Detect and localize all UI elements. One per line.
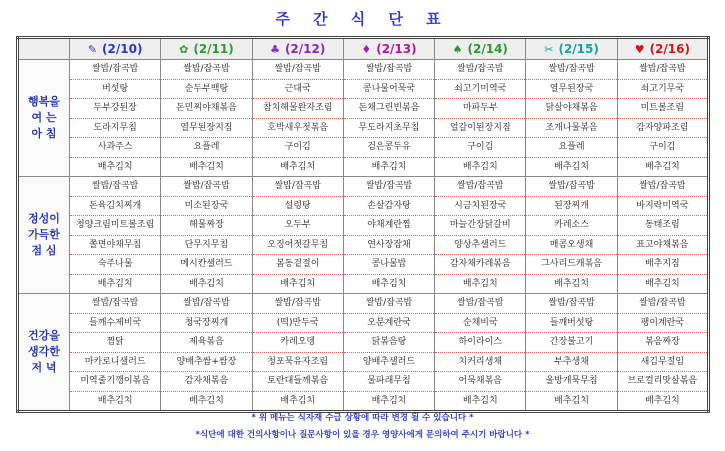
- menu-item: 쌀밥/잡곡밥: [526, 177, 616, 197]
- menu-item: 해물짜장: [161, 216, 251, 236]
- meal-name-line: 아 침: [31, 127, 57, 140]
- menu-item: 배추김치: [280, 395, 316, 406]
- menu-item: 배추김치: [554, 395, 589, 406]
- day-label: (2/13): [376, 42, 417, 56]
- meal-name-line: 저 녁: [31, 361, 57, 374]
- menu-item: 제육볶음: [161, 333, 251, 353]
- menu-item: 미소된장국: [161, 197, 251, 217]
- menu-item: 닭살야채볶음: [526, 99, 616, 119]
- menu-item: 구이김: [618, 138, 707, 158]
- day-label: (2/11): [193, 42, 234, 56]
- menu-cell: [161, 60, 252, 177]
- menu-item: 마파두부: [435, 99, 525, 119]
- menu-item: 표고야채볶음: [618, 236, 707, 256]
- menu-item: 손살감자탕: [344, 197, 434, 217]
- menu-item: 요플레: [526, 138, 616, 158]
- menu-cell: [70, 60, 161, 177]
- menu-item: 카레오뎅: [253, 333, 343, 353]
- menu-item: 마카로니샐러드: [70, 353, 160, 373]
- menu-item: 배추김치: [462, 161, 498, 172]
- day-header: [343, 38, 434, 60]
- menu-item: 마늘간장닭갈비: [435, 216, 525, 236]
- menu-item: 배추김치: [97, 278, 133, 289]
- menu-item: 어묵채볶음: [435, 372, 525, 392]
- menu-item: 배추김치: [644, 278, 680, 289]
- menu-item: 동태조림: [618, 216, 707, 236]
- menu-item: 브로컬리맛살볶음: [618, 372, 707, 392]
- day-label: (2/10): [102, 42, 143, 56]
- day-header: [526, 38, 617, 60]
- menu-item: 미트볼조림: [618, 99, 707, 119]
- menu-item: 들깨버섯탕: [526, 314, 616, 334]
- menu-item: 검은콩두유: [344, 138, 434, 158]
- meal-name-line: 정성이: [28, 212, 60, 225]
- menu-item: 쇠고기무국: [618, 80, 707, 100]
- menu-item: 배추김치: [644, 395, 680, 406]
- menu-item: 봄동겉절이: [253, 255, 343, 275]
- menu-cell: [70, 294, 161, 412]
- pencil-icon: ✎: [87, 42, 98, 56]
- menu-item: 찜닭: [70, 333, 160, 353]
- menu-item: 오분계란국: [344, 314, 434, 334]
- menu-item: 숙주나물: [70, 255, 160, 275]
- menu-item: 울방개묵무침: [526, 372, 616, 392]
- menu-item: 배추김치: [371, 395, 407, 406]
- menu-item: 배추김치: [462, 278, 498, 289]
- meal-row-breakfast: [18, 60, 709, 177]
- menu-item: 미역줄기깽이볶음: [70, 372, 160, 392]
- menu-cell: [435, 60, 526, 177]
- menu-cell: [252, 294, 343, 412]
- menu-item: 감자채카레볶음: [435, 255, 525, 275]
- menu-item: 쌀밥/잡곡밥: [344, 294, 434, 314]
- menu-item: 감자양파조림: [618, 119, 707, 139]
- menu-item: 쌀밥/잡곡밥: [526, 294, 616, 314]
- meal-name-line: 건강을: [28, 329, 60, 342]
- menu-item: 간장불고기: [526, 333, 616, 353]
- scissors-icon: ✂: [544, 42, 554, 56]
- menu-item: 배추김치: [371, 278, 407, 289]
- menu-item: 무도라지초무침: [344, 119, 434, 139]
- menu-item: 배추김치: [280, 278, 316, 289]
- menu-cell: [252, 177, 343, 294]
- menu-cell: [526, 60, 617, 177]
- menu-item: 된장찌개: [526, 197, 616, 217]
- menu-item: 호박새우젓볶음: [253, 119, 343, 139]
- club-icon: ♣: [270, 42, 280, 56]
- meal-name-line: 행복을: [28, 95, 60, 108]
- meal-name-line: 점 심: [31, 244, 57, 257]
- menu-item: 순두부백탕: [161, 80, 251, 100]
- menu-item: 배추김치: [371, 161, 407, 172]
- menu-cell: [617, 60, 708, 177]
- menu-item: 쌀밥/잡곡밥: [435, 294, 525, 314]
- menu-item: 배추김치: [97, 395, 133, 406]
- menu-item: 참치해물완자조림: [253, 99, 343, 119]
- meal-name-cell: [18, 60, 70, 177]
- menu-item: 오징어젓갈무침: [253, 236, 343, 256]
- menu-item: 쌀밥/잡곡밥: [344, 60, 434, 80]
- flower-icon: ✿: [179, 42, 189, 56]
- menu-item: 조개나물볶음: [526, 119, 616, 139]
- menu-item: 그사리드캐볶음: [526, 255, 616, 275]
- header-corner: [18, 38, 70, 60]
- menu-item: 연사장잡채: [344, 236, 434, 256]
- menu-item: 닭볶음탕: [344, 333, 434, 353]
- menu-item: 청포묵유자조림: [253, 353, 343, 373]
- menu-item: 근대국: [253, 80, 343, 100]
- page-title: 주 간 식 단 표: [275, 10, 450, 28]
- menu-item: 쌀밥/잡곡밥: [253, 60, 343, 80]
- menu-item: 단무지무침: [161, 236, 251, 256]
- menu-item: 청국장찌개: [161, 314, 251, 334]
- meal-name-line: 여 는: [31, 111, 57, 124]
- meal-name-cell: [18, 177, 70, 294]
- menu-item: 매콤오생채: [526, 236, 616, 256]
- menu-item: 쌀밥/잡곡밥: [70, 294, 160, 314]
- day-header: [70, 38, 161, 60]
- day-label: (2/14): [467, 42, 508, 56]
- menu-item: 쌀밥/잡곡밥: [253, 177, 343, 197]
- menu-item: 돈육김치찌개: [70, 197, 160, 217]
- day-label: (2/16): [649, 42, 690, 56]
- menu-item: 배추김치: [97, 161, 133, 172]
- menu-item: 두부강된장: [70, 99, 160, 119]
- menu-item: 쌀밥/잡곡밥: [161, 294, 251, 314]
- menu-item: 콩나물어묵국: [344, 80, 434, 100]
- menu-item: 쌀밥/잡곡밥: [161, 60, 251, 80]
- menu-item: 배추김치: [189, 278, 224, 289]
- menu-cell: [343, 294, 434, 412]
- menu-item: 새김무절임: [618, 353, 707, 373]
- menu-item: 구이김: [253, 138, 343, 158]
- menu-item: 쌀밥/잡곡밥: [526, 60, 616, 80]
- menu-item: 쌀밥/잡곡밥: [435, 177, 525, 197]
- menu-item: 쌀밥/잡곡밥: [161, 177, 251, 197]
- menu-item: 양상추샐러드: [435, 236, 525, 256]
- menu-item: 쌀밥/잡곡밥: [618, 60, 707, 80]
- menu-item: 카레소스: [526, 216, 616, 236]
- menu-item: 배추김치: [554, 161, 589, 172]
- menu-cell: [343, 60, 434, 177]
- menu-item: 하이라이스: [435, 333, 525, 353]
- menu-item: 배추김치: [189, 161, 224, 172]
- menu-item: 물파래무침: [344, 372, 434, 392]
- menu-item: 쌀밥/잡곡밥: [618, 294, 707, 314]
- menu-item: 구이김: [435, 138, 525, 158]
- menu-cell: [617, 177, 708, 294]
- menu-item: 사과주스: [70, 138, 160, 158]
- menu-item: 쌀밥/잡곡밥: [70, 60, 160, 80]
- meal-name-line: 가득한: [28, 228, 60, 241]
- menu-item: 쌀밥/잡곡밥: [618, 177, 707, 197]
- day-header: [252, 38, 343, 60]
- menu-item: (떡)만두국: [253, 314, 343, 334]
- day-label: (2/15): [558, 42, 599, 56]
- meal-row-lunch: [18, 177, 709, 294]
- menu-item: 양배추쌈+쌈장: [161, 353, 251, 373]
- menu-cell: [617, 294, 708, 412]
- menu-item: 설렁탕: [253, 197, 343, 217]
- menu-item: 쌀밥/잡곡밥: [435, 60, 525, 80]
- menu-item: 쌀밥/잡곡밥: [253, 294, 343, 314]
- menu-item: 부추생채: [526, 353, 616, 373]
- menu-item: 배추지짐: [618, 255, 707, 275]
- menu-item: 팽이계란국: [618, 314, 707, 334]
- menu-cell: [526, 177, 617, 294]
- menu-item: 메시칸샐러드: [161, 255, 251, 275]
- menu-item: 양배추샐러드: [344, 353, 434, 373]
- meal-name-cell: [18, 294, 70, 412]
- menu-item: 콩나물밥: [344, 255, 434, 275]
- menu-item: 도라지무침: [70, 119, 160, 139]
- menu-item: 배추김치: [554, 278, 589, 289]
- menu-item: 쌀밥/잡곡밥: [344, 177, 434, 197]
- menu-item: 볶음짜장: [618, 333, 707, 353]
- menu-item: 쫄면야채무침: [70, 236, 160, 256]
- note-menu-change: * 위 메뉴는 식자재 수급 상황에 따라 변경 될 수 있습니다 *: [251, 413, 474, 423]
- menu-item: 배추김치: [462, 395, 498, 406]
- menu-item: 배추김치: [644, 161, 680, 172]
- menu-cell: [161, 177, 252, 294]
- menu-item: 버섯탕: [70, 80, 160, 100]
- heart-icon: ♥: [634, 42, 645, 56]
- meal-row-dinner: [18, 294, 709, 412]
- menu-cell: [343, 177, 434, 294]
- menu-item: 얼갈이된장지짐: [435, 119, 525, 139]
- menu-cell: [161, 294, 252, 412]
- day-header: [161, 38, 252, 60]
- menu-cell: [435, 177, 526, 294]
- menu-item: 치커리생채: [435, 353, 525, 373]
- day-header: [617, 38, 708, 60]
- menu-cell: [252, 60, 343, 177]
- menu-cell: [70, 177, 161, 294]
- menu-item: 배추김치: [280, 161, 316, 172]
- menu-cell: [526, 294, 617, 412]
- weekly-menu-table: [16, 36, 710, 413]
- menu-item: 돈민찌야채볶음: [161, 99, 251, 119]
- menu-item: 쇠고기미역국: [435, 80, 525, 100]
- menu-item: 열무된장국: [526, 80, 616, 100]
- menu-item: 토란대들깨볶음: [253, 372, 343, 392]
- menu-item: 돈채그린빈볶음: [344, 99, 434, 119]
- menu-item: 오두부: [253, 216, 343, 236]
- menu-item: 들깨수제비국: [70, 314, 160, 334]
- header-row: [18, 38, 709, 60]
- menu-cell: [435, 294, 526, 412]
- menu-item: 감자채볶음: [161, 372, 251, 392]
- menu-item: 야채계란찜: [344, 216, 434, 236]
- menu-item: 쌀밥/잡곡밥: [70, 177, 160, 197]
- menu-item: 시금치된장국: [435, 197, 525, 217]
- spade-icon: ♠: [452, 42, 463, 56]
- menu-item: 순채비국: [435, 314, 525, 334]
- menu-item: 요플레: [161, 138, 251, 158]
- diamond-icon: ♦: [361, 42, 372, 56]
- note-contact-dietitian: *식단에 대한 건의사항이나 질문사항이 있을 경우 영양사에게 문의하여 주시기 바랍니다 *: [195, 430, 530, 440]
- menu-item: 청양크림미트볼조림: [70, 216, 160, 236]
- menu-item: 배추김치: [189, 395, 224, 406]
- menu-item: 열무된장지짐: [161, 119, 251, 139]
- menu-item: 바지락미역국: [618, 197, 707, 217]
- day-label: (2/12): [284, 42, 326, 56]
- meal-name-line: 생각한: [28, 345, 60, 358]
- day-header: [435, 38, 526, 60]
